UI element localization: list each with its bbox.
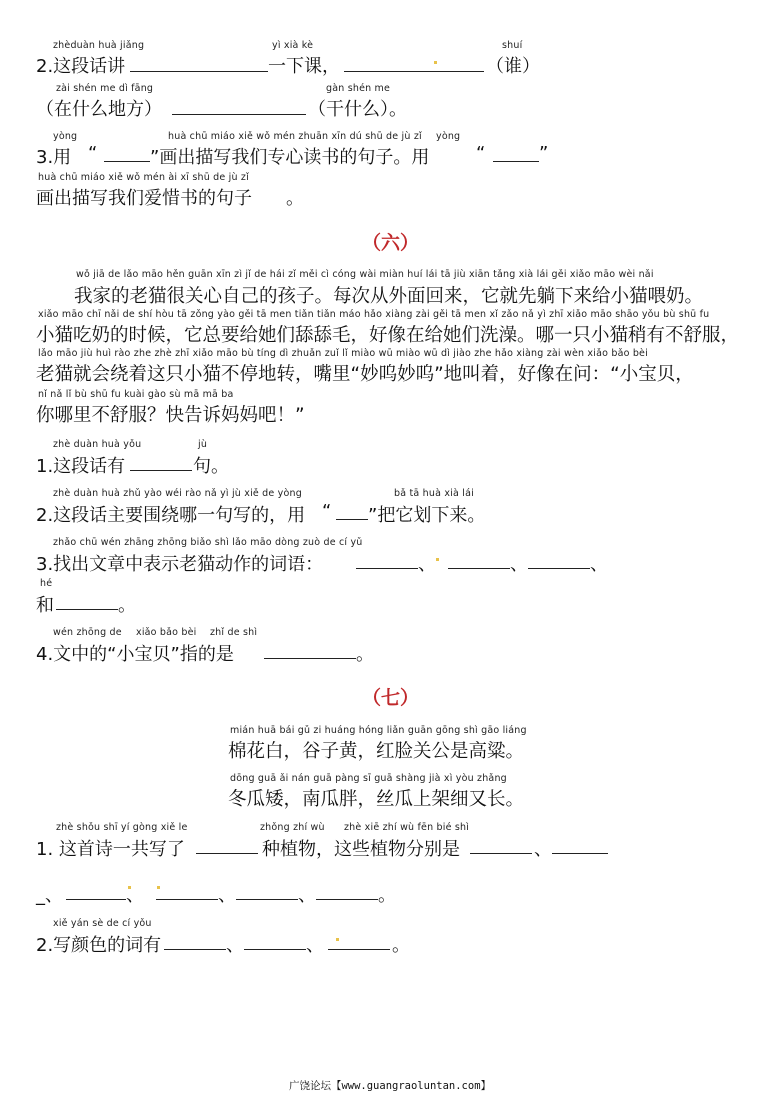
pinyin: xiǎo māo chī nǎi de shí hòu tā zǒng yào gěi tā men tiǎn tiǎn máo hǎo xiàng zài gěi tā men xǐ zǎo nǎ yì zhī xiǎo māo shāo yǒu bù shū fu — [38, 309, 710, 320]
pinyin: xiě yán sè de cí yǒu — [53, 918, 152, 929]
passage-line: 我家的老猫很关心自己的孩子。每次从外面回来，它就先躺下来给小猫喂奶。 — [74, 286, 704, 307]
question-text: ”画出描写我们专心读书的句子。用 — [150, 147, 430, 168]
question-text: （在什么地方） — [36, 99, 162, 120]
pinyin: zhǐ de shì — [210, 627, 258, 638]
pinyin: nǐ nǎ lǐ bù shū fu kuài gào sù mā mā ba — [38, 389, 234, 400]
answer-blank[interactable] — [196, 853, 258, 854]
pinyin: wén zhōng de — [53, 627, 122, 638]
question-text: 。 — [118, 595, 136, 616]
decoration-dot — [436, 558, 439, 561]
separator: 、 — [226, 935, 244, 956]
answer-blank[interactable] — [344, 71, 484, 72]
pinyin: hé — [40, 578, 53, 589]
answer-blank[interactable] — [130, 470, 192, 471]
pinyin: lǎo māo jiù huì rào zhe zhè zhī xiǎo māo bù tíng dì zhuǎn zuǐ lǐ miào wū miào wū dì jiào zhe hǎo xiàng zài wèn xiǎo bǎo bèi — [38, 348, 648, 359]
separator: 、 — [126, 885, 144, 906]
separator: 、 — [298, 885, 316, 906]
answer-blank[interactable] — [172, 114, 306, 115]
section-heading: （六） — [362, 232, 420, 254]
answer-blank[interactable] — [66, 899, 126, 900]
answer-blank[interactable] — [56, 609, 118, 610]
question-text: 2.写颜色的词有 — [36, 935, 162, 956]
question-text: 句。 — [193, 456, 229, 477]
question-text: 2.这段话主要围绕哪一句写的，用 — [36, 505, 306, 526]
question-text: 1. 这首诗一共写了 — [36, 839, 185, 860]
answer-blank[interactable] — [493, 161, 539, 162]
answer-blank[interactable] — [164, 949, 226, 950]
pinyin: shuí — [502, 40, 523, 51]
decoration-dot — [157, 886, 160, 889]
question-text: 。 — [392, 935, 410, 956]
poem-line: 冬瓜矮，南瓜胖，丝瓜上架细又长。 — [228, 789, 525, 810]
answer-blank[interactable] — [104, 161, 150, 162]
pinyin: wǒ jiā de lǎo māo hěn guān xīn zì jǐ de hái zǐ měi cì cóng wài miàn huí lái tā jiù xiān tǎng xià lái gěi xiǎo māo wèi nǎi — [76, 269, 654, 280]
quote-mark: ” — [539, 143, 549, 164]
question-text: 。 — [356, 644, 374, 665]
answer-blank[interactable] — [328, 949, 390, 950]
pinyin: jù — [198, 439, 208, 450]
pinyin: huà chū miáo xiě wǒ mén zhuān xīn dú shū de jù zǐ — [168, 131, 422, 142]
pinyin: bǎ tā huà xià lái — [394, 488, 474, 499]
passage-line: 小猫吃奶的时候，它总要给她们舔舔毛，好像在给她们洗澡。哪一只小猫稍有不舒服， — [36, 325, 740, 346]
question-text: （谁） — [486, 56, 540, 77]
pinyin: zhè xiē zhí wù fēn bié shì — [344, 822, 470, 833]
pinyin: gàn shén me — [326, 83, 391, 94]
decoration-dot — [336, 938, 339, 941]
pinyin: zài shén me dì fāng — [56, 83, 154, 94]
pinyin: huà chū miáo xiě wǒ mén ài xī shū de jù zǐ — [38, 172, 249, 183]
question-text: 一下课， — [268, 56, 340, 77]
separator: 、 — [418, 554, 436, 575]
pinyin: zhè duàn huà zhǔ yào wéi rào nǎ yì jù xiě de yòng — [53, 488, 302, 499]
pinyin: zhè duàn huà yǒu — [53, 439, 142, 450]
passage-line: 你哪里不舒服？快告诉妈妈吧！” — [36, 405, 305, 426]
answer-blank[interactable] — [336, 519, 368, 520]
answer-blank[interactable] — [130, 71, 268, 72]
answer-blank[interactable] — [356, 568, 418, 569]
separator: 、 — [218, 885, 236, 906]
answer-blank[interactable] — [236, 899, 298, 900]
answer-blank[interactable] — [316, 899, 378, 900]
answer-blank[interactable] — [244, 949, 306, 950]
question-text: 2.这段话讲 — [36, 56, 126, 77]
question-text: 3.用 — [36, 147, 72, 168]
answer-blank[interactable] — [528, 568, 590, 569]
pinyin: dōng guā ǎi nán guā pàng sī guā shàng jià xì yòu zhǎng — [230, 773, 507, 784]
question-text: （干什么）。 — [308, 99, 407, 120]
pinyin: zhǎo chū wén zhāng zhōng biǎo shì lǎo māo dòng zuò de cí yǔ — [53, 537, 363, 548]
passage-line: 老猫就会绕着这只小猫不停地转，嘴里“妙呜妙呜”地叫着，好像在问：“小宝贝， — [36, 364, 694, 385]
question-text: 。 — [286, 188, 304, 209]
question-text: 画出描写我们爱惜书的句子 — [36, 188, 252, 209]
question-text: 。 — [378, 885, 396, 906]
separator: _、 — [36, 885, 63, 906]
quote-mark: “ — [322, 501, 332, 522]
answer-blank[interactable] — [552, 853, 608, 854]
question-text: 种植物，这些植物分别是 — [262, 839, 460, 860]
decoration-dot — [434, 61, 437, 64]
question-text: ”把它划下来。 — [368, 505, 486, 526]
pinyin: mián huā bái gǔ zi huáng hóng liǎn guān gōng shì gāo liáng — [230, 725, 527, 736]
question-text: 3.找出文章中表示老猫动作的词语： — [36, 554, 324, 575]
pinyin: zhǒng zhí wù — [260, 822, 325, 833]
question-text: 4.文中的“小宝贝”指的是 — [36, 644, 234, 665]
separator: 、 — [510, 554, 528, 575]
pinyin: yì xià kè — [272, 40, 314, 51]
pinyin: zhè shǒu shī yí gòng xiě le — [56, 822, 188, 833]
quote-mark: “ — [88, 143, 98, 164]
answer-blank[interactable] — [156, 899, 218, 900]
answer-blank[interactable] — [470, 853, 532, 854]
question-text: 和 — [36, 595, 54, 616]
pinyin: yòng — [53, 131, 78, 142]
poem-line: 棉花白，谷子黄，红脸关公是高粱。 — [228, 741, 525, 762]
pinyin: yòng — [436, 131, 461, 142]
answer-blank[interactable] — [264, 658, 356, 659]
pinyin: xiǎo bǎo bèi — [136, 627, 197, 638]
separator: 、 — [590, 554, 608, 575]
question-text: 1.这段话有 — [36, 456, 126, 477]
pinyin: zhèduàn huà jiǎng — [53, 40, 145, 51]
separator: 、 — [534, 839, 552, 860]
section-heading: （七） — [362, 687, 420, 709]
quote-mark: “ — [476, 143, 486, 164]
footer-source: 广饶论坛【www.guangraoluntan.com】 — [288, 1080, 492, 1092]
separator: 、 — [306, 935, 324, 956]
answer-blank[interactable] — [448, 568, 510, 569]
